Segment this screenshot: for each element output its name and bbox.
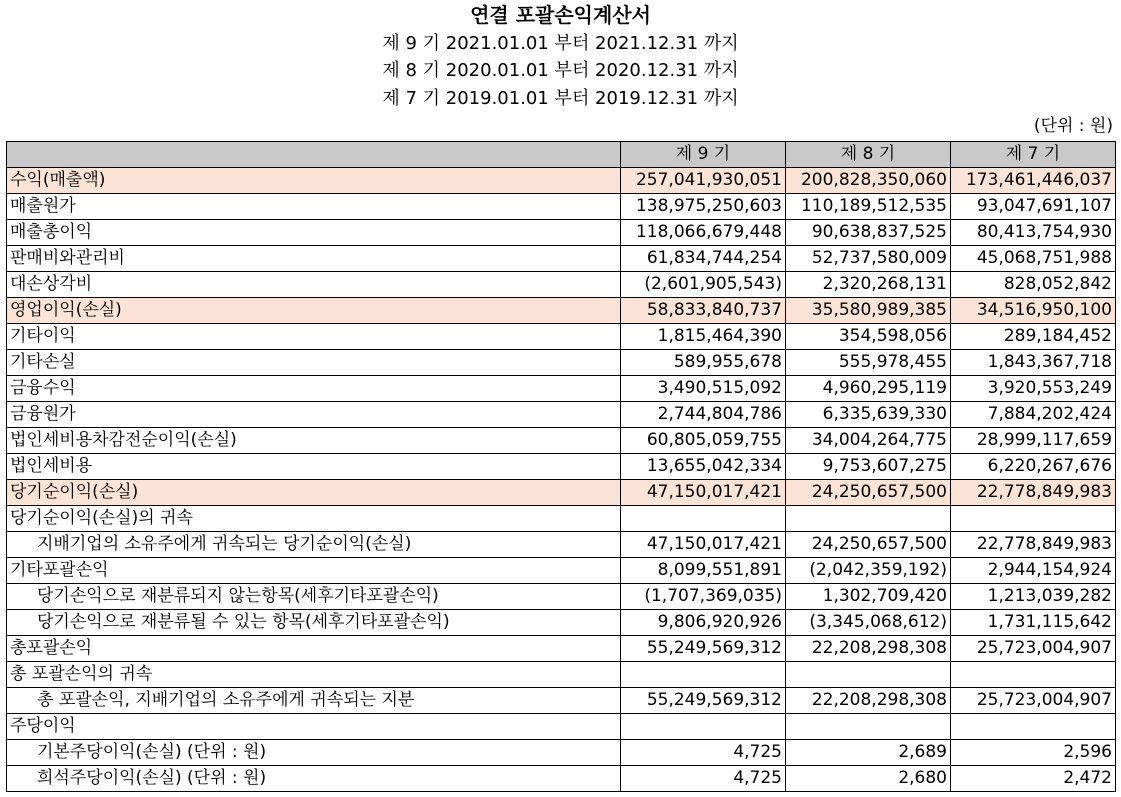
row-label: 대손상각비 <box>7 272 621 298</box>
period-line-8: 제 8 기 2020.01.01 부터 2020.12.31 까지 <box>382 60 739 81</box>
value-period-9: 55,249,569,312 <box>621 636 786 662</box>
value-period-7: 1,731,115,642 <box>951 610 1116 636</box>
value-period-8: 1,302,709,420 <box>786 584 951 610</box>
value-period-7: 28,999,117,659 <box>951 428 1116 454</box>
period-line-9: 제 9 기 2021.01.01 부터 2021.12.31 까지 <box>382 33 739 54</box>
value-period-8: 354,598,056 <box>786 324 951 350</box>
income-statement-table <box>6 141 1116 792</box>
value-period-9: 47,150,017,421 <box>621 480 786 506</box>
value-period-7: 45,068,751,988 <box>951 246 1116 272</box>
value-period-7: 7,884,202,424 <box>951 402 1116 428</box>
value-period-9: (2,601,905,543) <box>621 272 786 298</box>
value-period-8 <box>786 714 951 740</box>
value-period-9: 589,955,678 <box>621 350 786 376</box>
table-row <box>7 402 1116 428</box>
row-label: 당기순이익(손실) <box>7 480 621 506</box>
value-period-9: 2,744,804,786 <box>621 402 786 428</box>
value-period-7: 828,052,842 <box>951 272 1116 298</box>
value-period-8: 34,004,264,775 <box>786 428 951 454</box>
value-period-8: 90,638,837,525 <box>786 220 951 246</box>
row-label: 당기손익으로 재분류되지 않는항목(세후기타포괄손익) <box>7 584 621 610</box>
value-period-7: 6,220,267,676 <box>951 454 1116 480</box>
table-row <box>7 298 1116 324</box>
value-period-7: 93,047,691,107 <box>951 194 1116 220</box>
value-period-9: 8,099,551,891 <box>621 558 786 584</box>
table-row <box>7 688 1116 714</box>
value-period-8: 24,250,657,500 <box>786 532 951 558</box>
value-period-7 <box>951 662 1116 688</box>
value-period-8: 22,208,298,308 <box>786 688 951 714</box>
value-period-7: 34,516,950,100 <box>951 298 1116 324</box>
row-label: 매출총이익 <box>7 220 621 246</box>
table-row <box>7 584 1116 610</box>
value-period-8: 2,680 <box>786 766 951 792</box>
row-label: 영업이익(손실) <box>7 298 621 324</box>
value-period-8 <box>786 662 951 688</box>
table-row <box>7 350 1116 376</box>
value-period-9: 3,490,515,092 <box>621 376 786 402</box>
value-period-9: 4,725 <box>621 766 786 792</box>
statement-title: 연결 포괄손익계산서 <box>470 3 651 27</box>
row-label: 당기순이익(손실)의 귀속 <box>7 506 621 532</box>
row-label: 판매비와관리비 <box>7 246 621 272</box>
value-period-9: 60,805,059,755 <box>621 428 786 454</box>
value-period-7: 2,944,154,924 <box>951 558 1116 584</box>
unit-label: (단위 : 원) <box>1033 116 1113 136</box>
value-period-8: 555,978,455 <box>786 350 951 376</box>
table-row <box>7 428 1116 454</box>
table-row <box>7 246 1116 272</box>
table-row <box>7 558 1116 584</box>
row-label: 총 포괄손익의 귀속 <box>7 662 621 688</box>
table-row <box>7 324 1116 350</box>
row-label: 지배기업의 소유주에게 귀속되는 당기순이익(손실) <box>7 532 621 558</box>
value-period-7: 2,472 <box>951 766 1116 792</box>
table-row <box>7 194 1116 220</box>
column-header-label <box>7 142 621 168</box>
table-row <box>7 454 1116 480</box>
value-period-8: 200,828,350,060 <box>786 168 951 194</box>
column-header-period-8: 제 8 기 <box>786 142 951 168</box>
value-period-7: 25,723,004,907 <box>951 636 1116 662</box>
value-period-9: 138,975,250,603 <box>621 194 786 220</box>
table-row <box>7 662 1116 688</box>
row-label: 주당이익 <box>7 714 621 740</box>
value-period-8: (2,042,359,192) <box>786 558 951 584</box>
row-label: 기본주당이익(손실) (단위 : 원) <box>7 740 621 766</box>
table-row <box>7 740 1116 766</box>
value-period-9: 61,834,744,254 <box>621 246 786 272</box>
table-row <box>7 636 1116 662</box>
value-period-8: 4,960,295,119 <box>786 376 951 402</box>
value-period-7: 1,843,367,718 <box>951 350 1116 376</box>
value-period-8 <box>786 506 951 532</box>
value-period-7: 80,413,754,930 <box>951 220 1116 246</box>
table-row <box>7 220 1116 246</box>
value-period-8: 2,320,268,131 <box>786 272 951 298</box>
row-label: 기타포괄손익 <box>7 558 621 584</box>
table-row <box>7 532 1116 558</box>
row-label: 수익(매출액) <box>7 168 621 194</box>
value-period-7: 22,778,849,983 <box>951 532 1116 558</box>
value-period-9: 9,806,920,926 <box>621 610 786 636</box>
value-period-8: 22,208,298,308 <box>786 636 951 662</box>
value-period-8: 9,753,607,275 <box>786 454 951 480</box>
value-period-9 <box>621 506 786 532</box>
column-header-period-9: 제 9 기 <box>621 142 786 168</box>
value-period-7: 1,213,039,282 <box>951 584 1116 610</box>
value-period-8: (3,345,068,612) <box>786 610 951 636</box>
table-row <box>7 610 1116 636</box>
value-period-8: 2,689 <box>786 740 951 766</box>
row-label: 당기손익으로 재분류될 수 있는 항목(세후기타포괄손익) <box>7 610 621 636</box>
value-period-7: 3,920,553,249 <box>951 376 1116 402</box>
table-row <box>7 506 1116 532</box>
row-label: 금융수익 <box>7 376 621 402</box>
value-period-7: 173,461,446,037 <box>951 168 1116 194</box>
row-label: 매출원가 <box>7 194 621 220</box>
value-period-7: 289,184,452 <box>951 324 1116 350</box>
table-row <box>7 272 1116 298</box>
value-period-8: 52,737,580,009 <box>786 246 951 272</box>
row-label: 기타이익 <box>7 324 621 350</box>
table-row <box>7 714 1116 740</box>
value-period-9: 1,815,464,390 <box>621 324 786 350</box>
value-period-8: 110,189,512,535 <box>786 194 951 220</box>
value-period-7: 25,723,004,907 <box>951 688 1116 714</box>
value-period-7 <box>951 506 1116 532</box>
value-period-9: 55,249,569,312 <box>621 688 786 714</box>
row-label: 법인세비용 <box>7 454 621 480</box>
value-period-8: 6,335,639,330 <box>786 402 951 428</box>
table-row <box>7 168 1116 194</box>
value-period-8: 35,580,989,385 <box>786 298 951 324</box>
table-row <box>7 480 1116 506</box>
row-label: 총 포괄손익, 지배기업의 소유주에게 귀속되는 지분 <box>7 688 621 714</box>
row-label: 희석주당이익(손실) (단위 : 원) <box>7 766 621 792</box>
table-row <box>7 766 1116 792</box>
table-header-row <box>7 142 1116 168</box>
row-label: 총포괄손익 <box>7 636 621 662</box>
value-period-9 <box>621 714 786 740</box>
row-label: 금융원가 <box>7 402 621 428</box>
row-label: 법인세비용차감전순이익(손실) <box>7 428 621 454</box>
value-period-9: 58,833,840,737 <box>621 298 786 324</box>
value-period-7: 22,778,849,983 <box>951 480 1116 506</box>
value-period-9: 4,725 <box>621 740 786 766</box>
value-period-7: 2,596 <box>951 740 1116 766</box>
value-period-9: 13,655,042,334 <box>621 454 786 480</box>
value-period-7 <box>951 714 1116 740</box>
value-period-9 <box>621 662 786 688</box>
value-period-9: 47,150,017,421 <box>621 532 786 558</box>
value-period-9: 257,041,930,051 <box>621 168 786 194</box>
value-period-9: (1,707,369,035) <box>621 584 786 610</box>
value-period-8: 24,250,657,500 <box>786 480 951 506</box>
row-label: 기타손실 <box>7 350 621 376</box>
period-line-7: 제 7 기 2019.01.01 부터 2019.12.31 까지 <box>382 88 739 109</box>
column-header-period-7: 제 7 기 <box>951 142 1116 168</box>
table-row <box>7 376 1116 402</box>
value-period-9: 118,066,679,448 <box>621 220 786 246</box>
